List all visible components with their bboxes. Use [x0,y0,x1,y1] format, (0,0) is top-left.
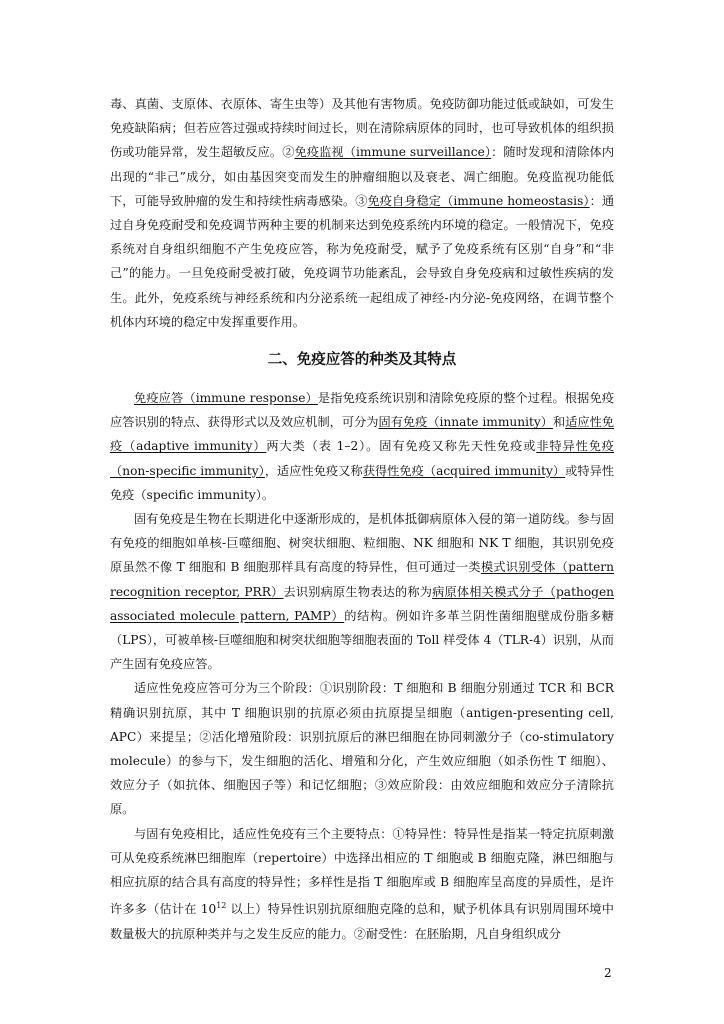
text-segment: 的结构。例如许多革兰阴性菌细胞壁成份脂多糖（LPS），可被单核-巨噬细胞和树突状细胞等细胞表面的 Toll 样受体 4（TLR-4）识别，从而产生固有免疫应答。 [110,608,614,672]
section-heading: 二、免疫应答的种类及其特点 [267,352,457,369]
text-segment: 两大类（表 1–2）。固有免疫又称先天性免疫或 [266,439,537,454]
paragraph-immune-response [110,386,614,507]
text-segment: 固有免疫是生物在长期进化中逐渐形成的，是机体抵御病原体入侵的第一道防线。参与固有免疫的细胞如单核-巨噬细胞、树突状细胞、粒细胞、NK 细胞和 NK T 细胞，其识别免疫原虽然不像 T 细胞和 B 细胞那样具有高度的特异性，但可通过一类 [110,512,614,575]
text-segment: 毒、真菌、支原体、衣原体、寄生虫等）及其他有害物质。免疫防御功能过低或缺如，可发生免疫缺陷病；但若应答过强或持续时间过长，则在清除病原体的同时，也可导致机体的组织损伤或功能异常，发生超敏反应。② [110,97,614,160]
term-pamp: 病原体相关模式分子（pathogen associated molecule pattern, PAMP） [110,584,615,623]
text-segment: ：随时发现和清除体内出现的“非己”成分，如由基因突变而发生的肿瘤细胞以及衰老、凋亡细胞。免疫监视功能低下，可能导致肿瘤的发生和持续性病毒感染。③ [110,145,615,208]
term-non-specific-immunity: 非特异性免疫（non-specific immunity） [110,439,614,478]
term-pattern-recognition-receptor: 模式识别受体（pattern recognition receptor, PRR） [110,560,614,599]
paragraph-immune-functions [110,92,614,334]
document-page [110,92,614,946]
paragraph-adaptive-stages: 适应性免疫应答可分为三个阶段：①识别阶段：T 细胞和 B 细胞分别通过 TCR 和 BCR 精确识别抗原，其中 T 细胞识别的抗原必须由抗原提呈细胞（antigen-presenting cell, APC）来提呈；②活化增殖阶段：识别抗原后的淋巴细胞在协同刺激分子（co-stimulatory molecule）的参与下，发生细胞的活化、增殖和分化，产生效应细胞（如杀伤性 T 细胞）、效应分子（如抗体、细胞因子等）和记忆细胞；③效应阶段：由效应细胞和效应分子清除抗原。 [110,681,614,817]
superscript-exponent: 12 [216,901,227,911]
term-immune-response: 免疫应答（immune response） [134,391,318,406]
paragraph-innate-immunity [110,507,614,676]
text-segment: ：通过自身免疫耐受和免疫调节两种主要的机制来达到免疫系统内环境的稳定。一般情况下，免疫系统对自身组织细胞不产生免疫应答，称为免疫耐受，赋予了免疫系统有区别“自身”和“非己”的能力。一旦免疫耐受被打破，免疫调节功能紊乱，会导致自身免疫病和过敏性疾病的发生。此外，免疫系统与神经系统和内分泌系统一起组成了神经-内分泌-免疫网络，在调节整个机体内环境的稳定中发挥重要作用。 [110,193,615,329]
term-immune-surveillance: 免疫监视（immune surveillance） [294,145,492,160]
text-segment: 去识别病原生物表达的称为 [283,584,433,599]
term-immune-homeostasis: 免疫自身稳定（immune homeostasis） [367,193,590,208]
term-innate-immunity: 固有免疫（innate immunity） [378,415,553,430]
text-segment: 或特异性免疫（specific immunity）。 [110,463,615,502]
page-number: 2 [604,966,612,980]
text-segment: ，适应性免疫又称 [264,463,363,478]
term-adaptive-immunity: 适应性免疫（adaptive immunity） [110,415,615,454]
text-segment: 和 [553,415,566,430]
term-acquired-immunity: 获得性免疫（acquired immunity） [362,463,566,478]
paragraph-adaptive-features [110,822,614,946]
text-segment: 是指免疫系统识别和清除免疫原的整个过程。根据免疫应答识别的特点、获得形式以及效应机制，可分为 [110,391,615,430]
text-segment: 与固有免疫相比，适应性免疫有三个主要特点：①特异性：特异性是指某一特定抗原刺激可从免疫系统淋巴细胞库（repertoire）中选择出相应的 T 细胞或 B 细胞克隆，淋巴细胞与相应抗原的结合具有高度的特异性；多样性是指 T 细胞库或 B 细胞库呈高度的异质性，是许许多多（估计在 10 [110,826,614,917]
text-segment: 以上）特异性识别抗原细胞克隆的总和，赋予机体具有识别周围环境中数量极大的抗原种类并与之发生反应的能力。②耐受性：在胚胎期，凡自身组织成分 [110,902,614,941]
